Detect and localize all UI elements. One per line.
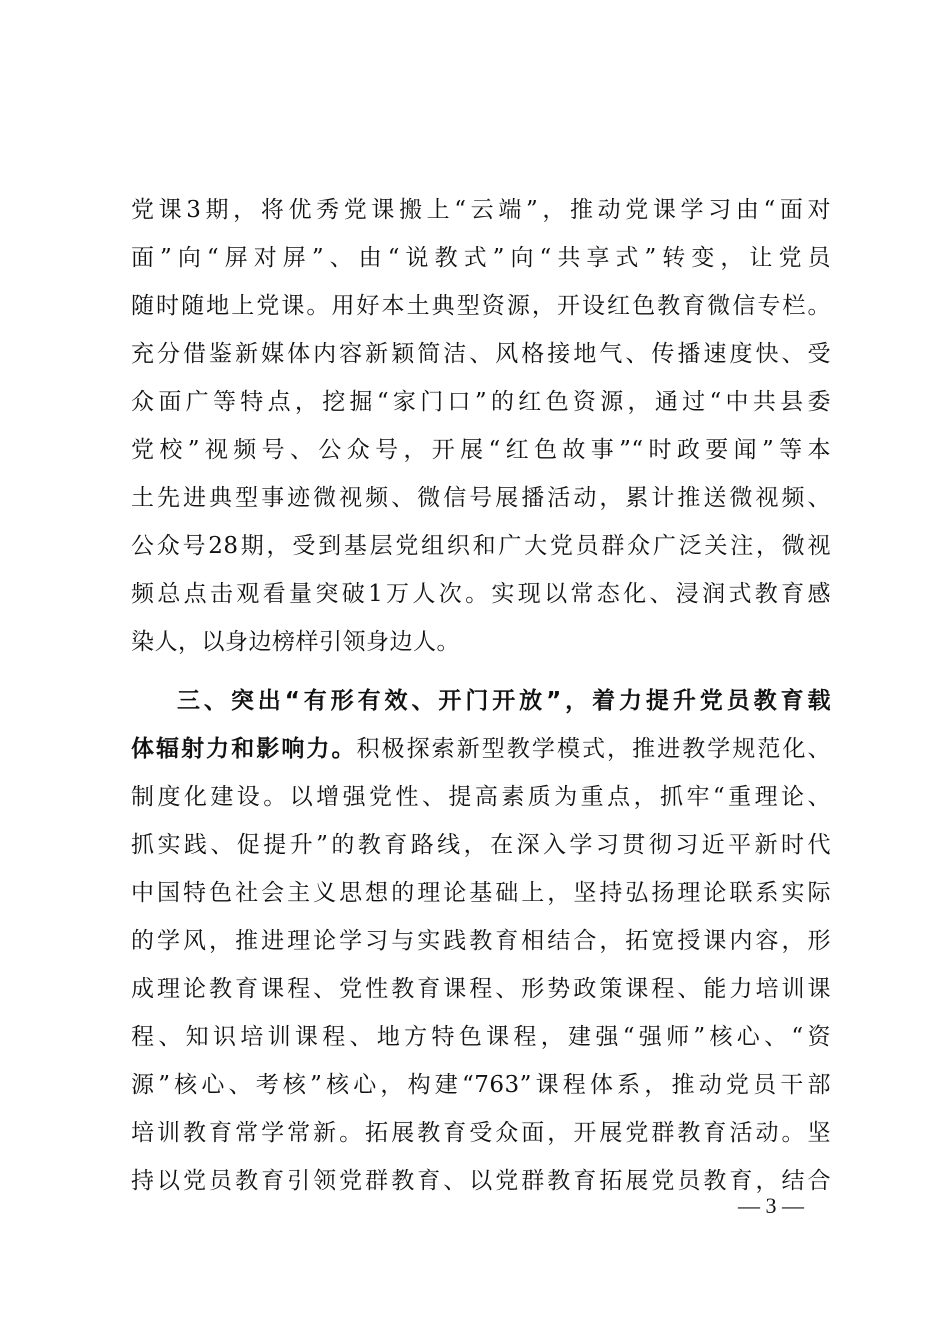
section-heading: 三、突出“有形有效、开门开放”，着力提升党员教育载 bbox=[177, 688, 831, 714]
text-line: 抓实践、促提升”的教育路线，在深入学习贯彻习近平新时代 bbox=[131, 832, 831, 858]
text-line: 中国特色社会主义思想的理论基础上，坚持弘扬理论联系实际 bbox=[131, 880, 831, 906]
text-line: 公众号28期，受到基层党组织和广大党员群众广泛关注，微视 bbox=[131, 533, 831, 559]
text-line: 制度化建设。以增强党性、提高素质为重点，抓牢“重理论、 bbox=[131, 784, 831, 810]
text-line: 持以党员教育引领党群教育、以党群教育拓展党员教育，结合 bbox=[131, 1168, 831, 1194]
text-line: 众面广等特点，挖掘“家门口”的红色资源，通过“中共县委 bbox=[131, 389, 831, 415]
text-line: 面”向“屏对屏”、由“说教式”向“共享式”转变，让党员 bbox=[131, 245, 831, 271]
text-line: 党校”视频号、公众号，开展“红色故事”“时政要闻”等本 bbox=[131, 437, 831, 463]
text-line-rest: 积极探索新型教学模式，推进教学规范化、 bbox=[356, 736, 832, 762]
text-line: 频总点击观看量突破1万人次。实现以常态化、浸润式教育感 bbox=[131, 581, 831, 607]
text-line: 培训教育常学常新。拓展教育受众面，开展党群教育活动。坚 bbox=[131, 1120, 831, 1146]
text-line: 随时随地上党课。用好本土典型资源，开设红色教育微信专栏。 bbox=[131, 293, 831, 319]
text-line: 土先进典型事迹微视频、微信号展播活动，累计推送微视频、 bbox=[131, 485, 831, 511]
paragraph-1 bbox=[131, 186, 831, 666]
text-line: 源”核心、考核”核心，构建“763”课程体系，推动党员干部 bbox=[131, 1072, 831, 1098]
page-number: — 3 — bbox=[738, 1193, 804, 1218]
body-text bbox=[131, 186, 831, 1205]
text-line: 的学风，推进理论学习与实践教育相结合，拓宽授课内容，形 bbox=[131, 928, 831, 954]
text-line bbox=[131, 725, 831, 773]
paragraph-2 bbox=[131, 677, 831, 1205]
text-line: 染人，以身边榜样引领身边人。 bbox=[131, 629, 460, 655]
text-line: 程、知识培训课程、地方特色课程，建强“强师”核心、“资 bbox=[131, 1024, 831, 1050]
text-line: 成理论教育课程、党性教育课程、形势政策课程、能力培训课 bbox=[131, 976, 831, 1002]
text-line: 充分借鉴新媒体内容新颖简洁、风格接地气、传播速度快、受 bbox=[131, 341, 831, 367]
section-heading-continued: 体辐射力和影响力。 bbox=[131, 736, 357, 762]
text-line: 党课3期，将优秀党课搬上“云端”，推动党课学习由“面对 bbox=[131, 197, 831, 223]
